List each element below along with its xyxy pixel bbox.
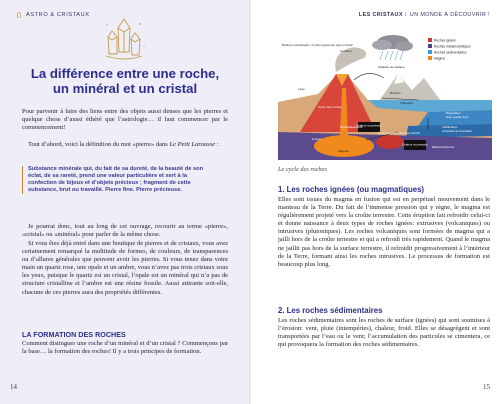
definition-intro-end: :: [216, 141, 219, 148]
crystal-icon: [16, 12, 22, 18]
page-number-right: 15: [483, 383, 490, 391]
label-lithification: Lithification: [442, 125, 458, 129]
label-cooling: Refroidissement: [340, 125, 363, 129]
definition-intro: [22, 141, 228, 149]
heat-pressure-label-2: Chaleur et pression: [401, 142, 429, 147]
section-heading-igneous: 1. Les roches ignées (ou magmatiques): [278, 185, 425, 194]
intrusive-rock: [376, 135, 404, 149]
page-title: [22, 66, 228, 96]
dictionary-name: Le Petit Larousse: [169, 141, 216, 148]
title-line-1: La différence entre une roche,: [30, 66, 220, 81]
section-text-sedimentary: Les roches sédimentaires sont les roches de surface (ignées) qui sont soumises à l’érosion: vent, pluie (intempéries), chaleur, froid. Elles se désagrègent et sont transportées par l’eau ou le vent; l’accumulation des particules se cimentera, ce qui provoquera la formation des roches sédimentaires.: [278, 317, 490, 349]
legend-swatch-igneous: [428, 38, 432, 42]
legend-swatch-metamorphic: [428, 44, 432, 48]
paragraph-terms: Je pourrai donc, tout au long de cet ouvrage, recourir au terme «pierre», «cristal» ou «minéral» pour parler de la même chose.: [22, 223, 228, 239]
definition-intro-start: Tout d’abord, voici la définition du mot «pierre» dans: [28, 141, 168, 148]
label-igneous-extrusive: Roches volcaniques, roches ignées de type extrusif: [282, 43, 353, 47]
label-lava: Lave: [298, 87, 305, 91]
book-gutter: [249, 0, 251, 404]
page-number-left: 14: [10, 383, 17, 391]
label-melting: Fusion: [312, 137, 322, 141]
rock-cycle-diagram: [278, 28, 492, 160]
legend-label-metamorphic: Roches métamorphiques: [434, 44, 471, 49]
legend-label-igneous: Roches ignées: [434, 38, 456, 43]
section-text-formation: Comment distinguer une roche d’un minéral et d’un cristal ? Commençons par la base… la formation des roches! Il y a trois principes de formation.: [22, 340, 228, 356]
legend-label-magma: Magma: [434, 56, 445, 61]
label-ash: Cendres: [340, 49, 352, 53]
diagram-caption: Le cycle des roches: [278, 166, 327, 173]
left-running-head-text: ASTRO & CRISTAUX: [26, 12, 90, 18]
paragraph-stones: Si vous êtes déjà entré dans une boutique de pierres et de cristaux, vous avez certainement remarqué la multitude de formes, de couleurs, de transparences ou d’allures générales que peuvent avoir les pierres. Si vous tenez dans votre main un quartz rose, une opale et un ambre, vous n’avez pas trois cristaux sous les yeux, puisque le quartz est un cristal, l’opale est un minéral qui n’a pas de structure cristalline et l’ambre est une résine fossile. Aussi attirante soit-elle, chacune de ces pierres aura des propriétés différentes.: [22, 240, 228, 296]
legend-swatch-sedimentary: [428, 50, 432, 54]
right-running-head-rest: UN MONDE À DÉCOUVRIR !: [409, 12, 490, 18]
section-heading-formation: LA FORMATION DES ROCHES: [22, 330, 126, 339]
label-metamorphism: Métamorphisme: [432, 145, 455, 149]
title-line-2: un minéral et un cristal: [52, 81, 198, 96]
label-igneous-intrusive: Roches ignées de type intrusif: [378, 131, 420, 135]
label-transport: Transport: [400, 101, 414, 105]
intro-paragraph: Pour parvenir à faire des liens entre des objets aussi denses que les pierres et quelque chose d’aussi éthéré que l’astrologie… il faut commencer par le commencement!: [22, 108, 228, 132]
left-running-head: [16, 12, 90, 18]
label-magma: Magma: [338, 149, 349, 153]
label-ablation: Ablation de surface: [378, 65, 405, 69]
section-heading-sedimentary: 2. Les roches sédimentaires: [278, 306, 383, 315]
label-lithification-sub: compaction et cimentation: [442, 130, 473, 133]
right-running-head: [359, 12, 490, 18]
definition-quote: Substance minérale qui, du fait de sa dureté, de la beauté de son éclat, de sa rareté, prend une valeur particulière et sert à la confection de bijoux et d’objets précieux ; fragment de cette substance, brut ou travaillé. Pierre fine. Pierre précieuse.: [22, 166, 212, 194]
section-text-igneous: Elles sont issues du magma en fusion qui est en perpétuel mouvement dans le manteau de la Terre. Du fait de l’immense pression qui y règne, le magma est régulièrement projeté vers la croûte terrestre. Cette éruption fait refroidir celui-ci et donne naissance à deux types de roches ignées: extrusives (volcaniques) ou intrusives (plutoniques). Les roches volcaniques sont formées de magma qui a jailli hors de la croûte terrestre et qui a refroidi très rapidement. Quand le magma ne jaillit pas hors de la surface terrestre, il refroidit progressivement à l’intérieur de la Terre, formant ainsi les roches intrusives. Le processus de formation est beaucoup plus long.: [278, 196, 490, 268]
label-erosion: Érosion: [390, 91, 401, 95]
label-deposit: Déposition: [446, 111, 461, 115]
label-deposit-sub: boue, gravier, limon: [446, 116, 469, 119]
label-cycle: Cycle des roches: [318, 105, 342, 109]
legend-swatch-magma: [428, 56, 432, 60]
magma-chamber: [314, 135, 374, 157]
heat-pressure-label-1: Chaleur et pression: [355, 123, 383, 128]
legend-label-sedimentary: Roches sédimentaires: [434, 50, 467, 55]
right-running-head-bold: LES CRISTAUX :: [358, 12, 407, 18]
crystal-cluster-icon: [100, 16, 148, 64]
